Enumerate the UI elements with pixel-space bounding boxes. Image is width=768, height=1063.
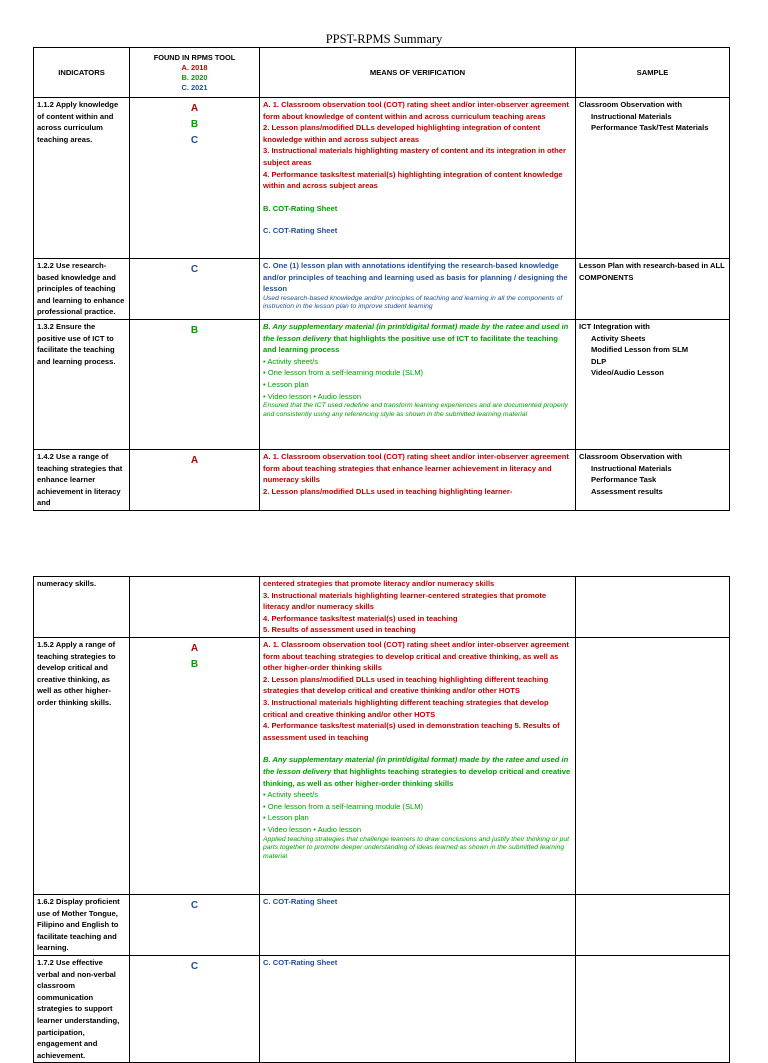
table-row — [34, 895, 730, 956]
mov-cell: A. 1. Classroom observation tool (COT) rating sheet and/or inter-observer agreement form about knowledge of content within and across curriculum teaching areas 2. Lesson plans/modified DLLs developed highlighting integration of content knowledge within and across subject areas 3. Instructional materials highlighting mastery of content and its integration in other subject areas 4. Performance tasks/test material(s) highlighting integration of content knowledge within and across subject areas B. COT-Rating Sheet C. COT-Rating Sheet — [260, 98, 576, 259]
sample-cell — [576, 638, 730, 895]
header-indicators: INDICATORS — [34, 48, 130, 98]
mov-cell: centered strategies that promote literacy and/or numeracy skills 3. Instructional materials highlighting learner-centered strategies that promote literacy and/or numeracy skills 4. Performance tasks/test material(s) used in teaching 5. Results of assessment used in teaching — [260, 577, 576, 638]
found-cell: C — [130, 955, 260, 1062]
sample-cell: Lesson Plan with research-based in ALL COMPONENTS — [576, 259, 730, 320]
header-sample: SAMPLE — [576, 48, 730, 98]
table-row — [34, 259, 730, 320]
table-row — [34, 320, 730, 450]
sample-cell: Classroom Observation with Instructional Materials Performance Task Assessment results — [576, 450, 730, 511]
header-means: MEANS OF VERIFICATION — [260, 48, 576, 98]
sample-cell: Classroom Observation with Instructional Materials Performance Task/Test Materials — [576, 98, 730, 259]
found-legend-a: A. 2018 — [181, 62, 208, 72]
found-cell: C — [130, 895, 260, 956]
table-row — [34, 638, 730, 895]
sample-cell — [576, 577, 730, 638]
page-title: PPST-RPMS Summary — [325, 32, 443, 46]
indicator-cell: 1.5.2 Apply a range of teaching strategies to develop critical and creative thinking, as well as other higher-order thinking skills. — [34, 638, 130, 895]
indicator-cell: numeracy skills. — [34, 577, 130, 638]
table-row — [34, 577, 730, 638]
found-legend-b: B. 2020 — [181, 72, 208, 82]
mov-cell: A. 1. Classroom observation tool (COT) rating sheet and/or inter-observer agreement form about teaching strategies that enhance learner achievement in literacy and numeracy skills 2. Lesson plans/modified DLLs used in teaching highlighting learner- — [260, 450, 576, 511]
indicator-cell: 1.3.2 Ensure the positive use of ICT to facilitate the teaching and learning process. — [34, 320, 130, 450]
sample-cell — [576, 955, 730, 1062]
found-cell: A B C — [130, 98, 260, 259]
mov-cell: C. COT-Rating Sheet — [260, 955, 576, 1062]
indicator-cell: 1.7.2 Use effective verbal and non-verbal classroom communication strategies to support learner understanding, participation, engagement and achievement. — [34, 955, 130, 1062]
indicator-cell: 1.4.2 Use a range of teaching strategies that enhance learner achievement in literacy and — [34, 450, 130, 511]
found-cell: C — [130, 259, 260, 320]
sample-cell — [576, 895, 730, 956]
found-legend-c: C. 2021 — [181, 82, 208, 92]
mov-cell: C. COT-Rating Sheet — [260, 895, 576, 956]
found-cell: B — [130, 320, 260, 450]
summary-table-page-2 — [33, 576, 730, 1063]
found-cell: A B — [130, 638, 260, 895]
table-header-row — [34, 48, 730, 98]
mov-cell: C. One (1) lesson plan with annotations identifying the research-based knowledge and/or principles of teaching and learning used as basis for planning / designing the lesson Used research-based knowledge and/or principles of teaching and learning in all the components of instruction in the lesson plan to improve student learning — [260, 259, 576, 320]
indicator-cell: 1.2.2 Use research-based knowledge and principles of teaching and learning to enhance professional practice. — [34, 259, 130, 320]
summary-table-page-1 — [33, 47, 730, 511]
table-row — [34, 98, 730, 259]
found-cell — [130, 577, 260, 638]
mov-cell: A. 1. Classroom observation tool (COT) rating sheet and/or inter-observer agreement form about teaching strategies to develop critical and creative thinking, as well as other higher-order thinking skills 2. Lesson plans/modified DLLs used in teaching highlighting different teaching strategies that develop critical and creative thinking and/or other HOTS 3. Instructional materials highlighting different teaching strategies that develop critical and creative thinking and/or other HOTS 4. Performance tasks/test material(s) used in demonstration teaching 5. Results of assessment used in teaching B. Any supplementary material (in print/digital format) made by the ratee and used in the lesson delivery that highlights teaching strategies to develop critical and creative thinking, as well as other higher-order thinking skills • Activity sheet/s • One lesson from a self-learning module (SLM) • Lesson plan • Video lesson • Audio lesson Applied teaching strategies that challenge learners to draw conclusions and justify their thinking or put parts together to promote deeper understanding of ideas learned as shown in the submitted learning material — [260, 638, 576, 895]
found-cell: A — [130, 450, 260, 511]
table-row — [34, 955, 730, 1062]
indicator-cell: 1.6.2 Display proficient use of Mother Tongue, Filipino and English to facilitate teaching and learning. — [34, 895, 130, 956]
header-found: FOUND IN RPMS TOOL A. 2018 B. 2020 C. 2021 — [130, 48, 260, 98]
table-row — [34, 450, 730, 511]
indicator-cell: 1.1.2 Apply knowledge of content within and across curriculum teaching areas. — [34, 98, 130, 259]
mov-cell: B. Any supplementary material (in print/digital format) made by the ratee and used in the lesson delivery that highlights the positive use of ICT to facilitate the teaching and learning process • Activity sheet/s • One lesson from a self-learning module (SLM) • Lesson plan • Video lesson • Audio lesson Ensured that the ICT used redefine and transform learning experiences and are documented properly and consistently using any referencing style as shown in the submitted learning material — [260, 320, 576, 450]
sample-cell: ICT Integration with Activity Sheets Modified Lesson from SLM DLP Video/Audio Lesson — [576, 320, 730, 450]
